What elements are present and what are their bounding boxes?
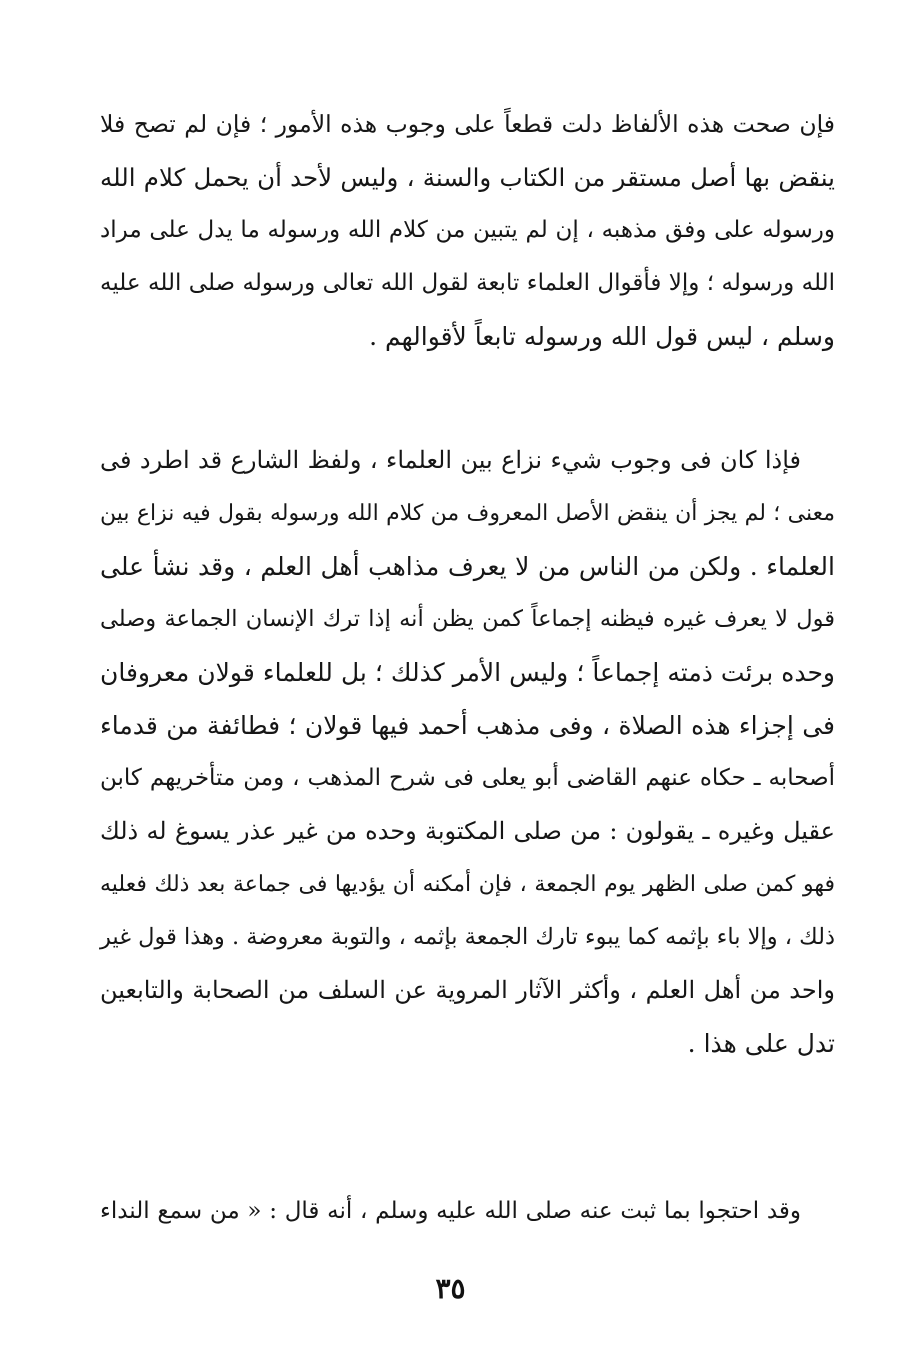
text-line: عقيل وغيره ـ يقولون : من صلى المكتوبة وحده من غير عذر يسوغ له ذلك [100,817,835,845]
text-line: معنى ؛ لم يجز أن ينقض الأصل المعروف من كلام الله ورسوله بقول فيه نزاع بين [100,501,835,526]
text-line: فإذا كان فى وجوب شيء نزاع بين العلماء ، ولفظ الشارع قد اطرد فى [100,446,801,474]
text-line: ورسوله على وفق مذهبه ، إن لم يتبين من كلام الله ورسوله ما يدل على مراد [100,217,835,243]
text-line: فهو كمن صلى الظهر يوم الجمعة ، فإن أمكنه أن يؤديها فى جماعة بعد ذلك فعليه [100,872,835,897]
text-line: الله ورسوله ؛ وإلا فأقوال العلماء تابعة لقول الله تعالى ورسوله صلى الله عليه [100,270,835,296]
paragraph-3 [100,1185,835,1238]
text-line: وقد احتجوا بما ثبت عنه صلى الله عليه وسلم ، أنه قال : « من سمع النداء [100,1198,801,1224]
text-line: ذلك ، وإلا باء بإثمه كما يبوء تارك الجمعة بإثمه ، والتوبة معروضة . وهذا قول غير [100,924,835,950]
page-number: ٣٥ [435,1272,466,1305]
paragraph-2 [100,434,835,1070]
text-line: وحده برئت ذمته إجماعاً ؛ وليس الأمر كذلك ؛ بل للعلماء قولان معروفان [100,658,835,687]
text-line: وسلم ، ليس قول الله ورسوله تابعاً لأقوالهم . [369,322,835,351]
text-line: قول لا يعرف غيره فيظنه إجماعاً كمن يظن أنه إذا ترك الإنسان الجماعة وصلى [100,606,835,632]
text-line: العلماء . ولكن من الناس من لا يعرف مذاهب أهل العلم ، وقد نشأ على [100,552,835,581]
text-line: فى إجزاء هذه الصلاة ، وفى مذهب أحمد فيها قولان ؛ فطائفة من قدماء [100,711,835,740]
text-line: أصحابه ـ حكاه عنهم القاضى أبو يعلى فى شرح المذهب ، ومن متأخريهم كابن [100,765,835,791]
paragraph-1 [100,98,835,363]
text-line: واحد من أهل العلم ، وأكثر الآثار المروية عن السلف من الصحابة والتابعين [100,976,835,1004]
text-line: فإن صحت هذه الألفاظ دلت قطعاً على وجوب هذه الأمور ؛ فإن لم تصح فلا [100,110,835,138]
text-line: تدل على هذا . [687,1029,835,1058]
text-line: ينقض بها أصل مستقر من الكتاب والسنة ، وليس لأحد أن يحمل كلام الله [100,163,835,192]
